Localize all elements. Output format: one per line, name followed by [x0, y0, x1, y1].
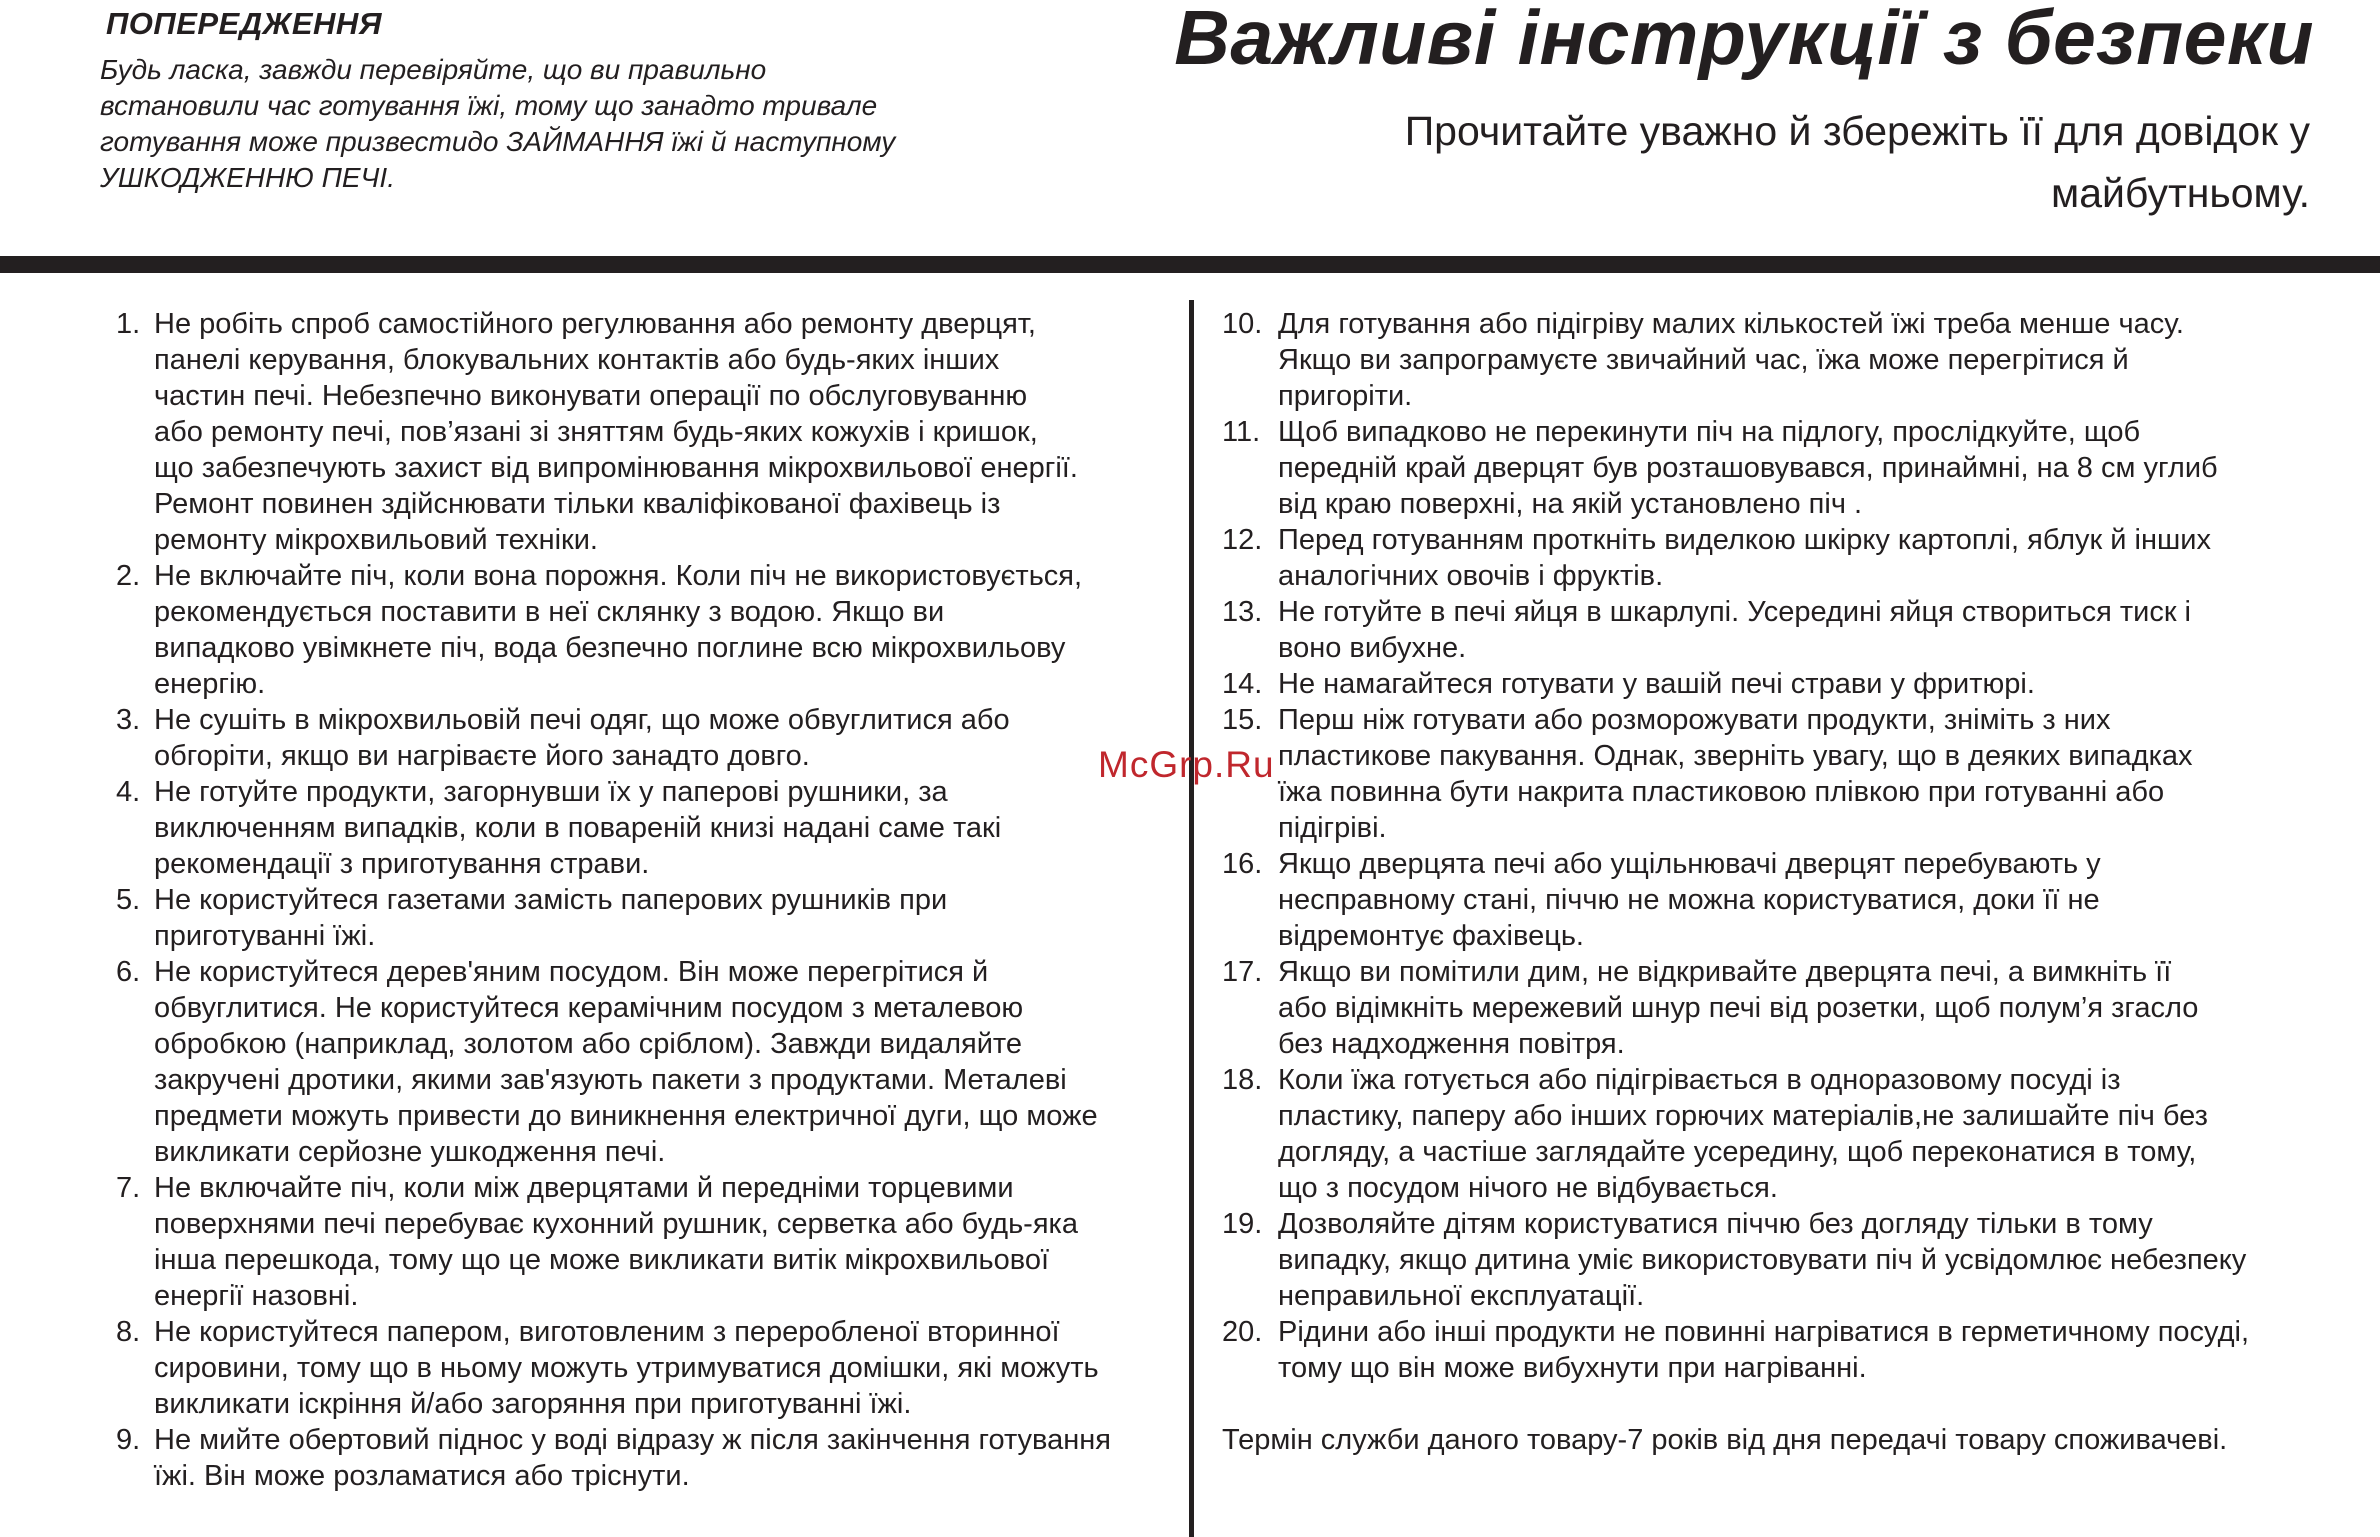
item-text-line: панелі керування, блокувальних контактів або будь-яких інших [154, 344, 1000, 376]
item-text-line: від краю поверхні, на якій установлено піч . [1278, 488, 1863, 520]
instruction-item [116, 1314, 1176, 1422]
item-text-line: пластику, паперу або інших горючих матеріалів,не залишайте піч без [1278, 1100, 2208, 1132]
item-number: 5. [116, 884, 141, 916]
item-text-line: Не включайте піч, коли між дверцятами й передніми торцевими [154, 1172, 1014, 1204]
item-text-line: Дозволяйте дітям користуватися піччю без догляду тільки в тому [1278, 1208, 2153, 1240]
item-text-line: Перед готуванням проткніть виделкою шкірку картоплі, яблук й інших [1278, 524, 2211, 556]
right-column [1222, 306, 2352, 1458]
item-text-line: їжа повинна бути накрита пластиковою плівкою при готуванні або [1278, 776, 2165, 808]
service-life-note: Термін служби даного товару-7 років від дня передачі товару споживачеві. [1222, 1424, 2228, 1456]
item-text-line: Коли їжа готується або підігрівається в одноразовому посуді із [1278, 1064, 2121, 1096]
item-text-line: Якщо дверцята печі або ущільнювачі дверцят перебувають у [1278, 848, 2101, 880]
warning-text [100, 52, 980, 196]
item-text-line: Не користуйтеся газетами замість паперових рушників при [154, 884, 948, 916]
item-number: 9. [116, 1424, 141, 1456]
item-number: 4. [116, 776, 141, 808]
instruction-item [116, 702, 1176, 774]
item-text-line: Якщо ви запрограмуєте звичайний час, їжа може перегрітися й [1278, 344, 2129, 376]
item-text-line: передній край дверцят був розташовувався, принаймні, на 8 см углиб [1278, 452, 2218, 484]
item-number: 1. [116, 308, 141, 340]
instruction-item [116, 774, 1176, 882]
item-text-line: неправильної експлуатації. [1278, 1280, 1645, 1312]
instruction-item [1222, 1062, 2352, 1206]
page-subtitle: Прочитайте уважно й збережіть її для довідок у майбутньому. [1404, 108, 2310, 216]
item-text-line: Не сушіть в мікрохвильовій печі одяг, що може обвуглитися або [154, 704, 1010, 736]
item-text-line: енергію. [154, 668, 266, 700]
item-text-line: ремонту мікрохвильовий техніки. [154, 524, 598, 556]
item-text-line: відремонтує фахівець. [1278, 920, 1584, 952]
instruction-item [1222, 954, 2352, 1062]
item-text-line: виключенням випадків, коли в поваренiй книзі надані саме такі [154, 812, 1002, 844]
column-divider [1189, 300, 1194, 1537]
item-text-line: рекомендується поставити в неї склянку з водою. Якщо ви [154, 596, 945, 628]
instruction-item [1222, 522, 2352, 594]
item-text-line: Рідини або інші продукти не повинні нагріватися в герметичному посуді, [1278, 1316, 2250, 1348]
item-text-line: сировини, тому що в ньому можуть утримуватися домішки, які можуть [154, 1352, 1099, 1384]
item-text-line: пригоріти. [1278, 380, 1413, 412]
item-text-line: приготуванні їжі. [154, 920, 376, 952]
item-text-line: обробкою (наприклад, золотом або сріблом). Завжди видаляйте [154, 1028, 1023, 1060]
instruction-item [1222, 846, 2352, 954]
item-text-line: несправному стані, піччю не можна користуватися, доки її не [1278, 884, 2100, 916]
item-text-line: випадково увімкнете піч, вода безпечно поглине всю мікрохвильову [154, 632, 1066, 664]
item-text-line: Не готуйте в печі яйця в шкарлупі. Усередині яйця створиться тиск і [1278, 596, 2192, 628]
instruction-item [1222, 414, 2352, 522]
item-text-line: Перш ніж готувати або розморожувати продукти, зніміть з них [1278, 704, 2111, 736]
watermark: McGrp.Ru [1098, 744, 1275, 785]
item-text-line: підігріві. [1278, 812, 1387, 844]
item-number: 15. [1222, 704, 1263, 736]
item-text-line: що забезпечують захист від випромінювання мікрохвильової енергії. [154, 452, 1078, 484]
warning-line: УШКОДЖЕННЮ ПЕЧІ. [100, 162, 395, 193]
item-text-line: закручені дротики, якими зав'язують пакети з продуктами. Металеві [154, 1064, 1067, 1096]
item-number: 13. [1222, 596, 1263, 628]
item-text-line: Не користуйтеся дерев'яним посудом. Він може перегрітися й [154, 956, 989, 988]
item-text-line: Не користуйтеся папером, виготовленим з переробленої вторинної [154, 1316, 1060, 1348]
warning-line: Будь ласка, завжди перевіряйте, що ви правильно [100, 54, 767, 85]
instruction-item [1222, 594, 2352, 666]
instruction-item [116, 1170, 1176, 1314]
item-text-line: випадку, якщо дитина уміє використовувати піч й усвідомлює небезпеку [1278, 1244, 2247, 1276]
item-text-line: Не робіть спроб самостійного регулювання або ремонту дверцят, [154, 308, 1036, 340]
item-text-line: обвуглитися. Не користуйтеся керамічним посудом з металевою [154, 992, 1024, 1024]
item-number: 3. [116, 704, 141, 736]
item-text-line: Якщо ви помітили дим, не відкривайте дверцята печі, а вимкніть її [1278, 956, 2172, 988]
item-text-line: воно вибухне. [1278, 632, 1467, 664]
item-number: 17. [1222, 956, 1263, 988]
instruction-item [116, 954, 1176, 1170]
item-text-line: Для готування або підігріву малих кількостей їжі треба менше часу. [1278, 308, 2184, 340]
item-text-line: їжі. Він може розламатися або тріснути. [154, 1460, 690, 1492]
item-text-line: енергії назовні. [154, 1280, 359, 1312]
item-number: 20. [1222, 1316, 1263, 1348]
instruction-item [116, 1422, 1176, 1494]
item-text-line: Щоб випадково не перекинути піч на підлогу, прослідкуйте, щоб [1278, 416, 2141, 448]
instruction-item [1222, 1314, 2352, 1386]
item-text-line: інша перешкода, тому що це може викликати витік мікрохвильової [154, 1244, 1050, 1276]
item-text-line: предмети можуть привести до виникнення електричної дуги, що може [154, 1100, 1098, 1132]
instruction-item [1222, 1206, 2352, 1314]
item-text-line: тому що він може вибухнути при нагріванні. [1278, 1352, 1867, 1384]
item-number: 10. [1222, 308, 1263, 340]
item-number: 8. [116, 1316, 141, 1348]
item-number: 19. [1222, 1208, 1263, 1240]
warning-line: встановили час готування їжі, тому що занадто тривале [100, 90, 878, 121]
item-number: 11. [1222, 416, 1261, 448]
item-text-line: поверхнями печі перебуває кухонний рушник, серветка або будь-яка [154, 1208, 1078, 1240]
warning-line: готування може призвестидо ЗАЙМАННЯ їжі й наступному [100, 126, 896, 157]
item-number: 6. [116, 956, 141, 988]
item-number: 16. [1222, 848, 1263, 880]
item-text-line: Не готуйте продукти, загорнувши їх у паперові рушники, за [154, 776, 948, 808]
item-text-line: викликати іскріння й/або загоряння при приготуванні їжі. [154, 1388, 912, 1420]
item-text-line: без надходження повітря. [1278, 1028, 1625, 1060]
item-number: 2. [116, 560, 141, 592]
page-title: Важливі інструкції з безпеки [1174, 0, 2314, 81]
instruction-item [116, 558, 1176, 702]
item-number: 14. [1222, 668, 1263, 700]
item-text-line: обгоріти, якщо ви нагріваєте його занадто довго. [154, 740, 810, 772]
instruction-item [116, 882, 1176, 954]
instruction-item [1222, 702, 2352, 846]
header-divider [0, 256, 2380, 273]
item-number: 12. [1222, 524, 1263, 556]
instruction-item [1222, 306, 2352, 414]
item-text-line: рекомендації з приготування страви. [154, 848, 650, 880]
left-column [116, 306, 1176, 1494]
item-text-line: Ремонт повинен здійснювати тільки кваліфікованої фахівець із [154, 488, 1001, 520]
instruction-item [1222, 666, 2352, 702]
item-text-line: або ремонту печі, пов’язані зі зняттям будь-яких кожухів і кришок, [154, 416, 1038, 448]
item-text-line: пластикове пакування. Однак, зверніть увагу, що в деяких випадках [1278, 740, 2193, 772]
item-text-line: що з посудом нічого не відбувається. [1278, 1172, 1778, 1204]
item-number: 18. [1222, 1064, 1263, 1096]
item-text-line: аналогічних овочів і фруктів. [1278, 560, 1664, 592]
item-text-line: Не мийте обертовий піднос у воді відразу ж після закінчення готування [154, 1424, 1111, 1456]
instruction-item [116, 306, 1176, 558]
item-text-line: частин печі. Небезпечно виконувати операції по обслуговуванню [154, 380, 1028, 412]
item-number: 7. [116, 1172, 141, 1204]
item-text-line: догляду, а частіше заглядайте усередину, щоб переконатися в тому, [1278, 1136, 2197, 1168]
item-text-line: викликати серйозне ушкодження печі. [154, 1136, 666, 1168]
warning-title: ПОПЕРЕДЖЕННЯ [106, 6, 382, 41]
item-text-line: або відімкніть мережевий шнур печі від розетки, щоб полум’я згасло [1278, 992, 2199, 1024]
item-text-line: Не включайте піч, коли вона порожня. Коли піч не використовується, [154, 560, 1083, 592]
item-text-line: Не намагайтеся готувати у вашій печі страви у фритюрі. [1278, 668, 2035, 700]
